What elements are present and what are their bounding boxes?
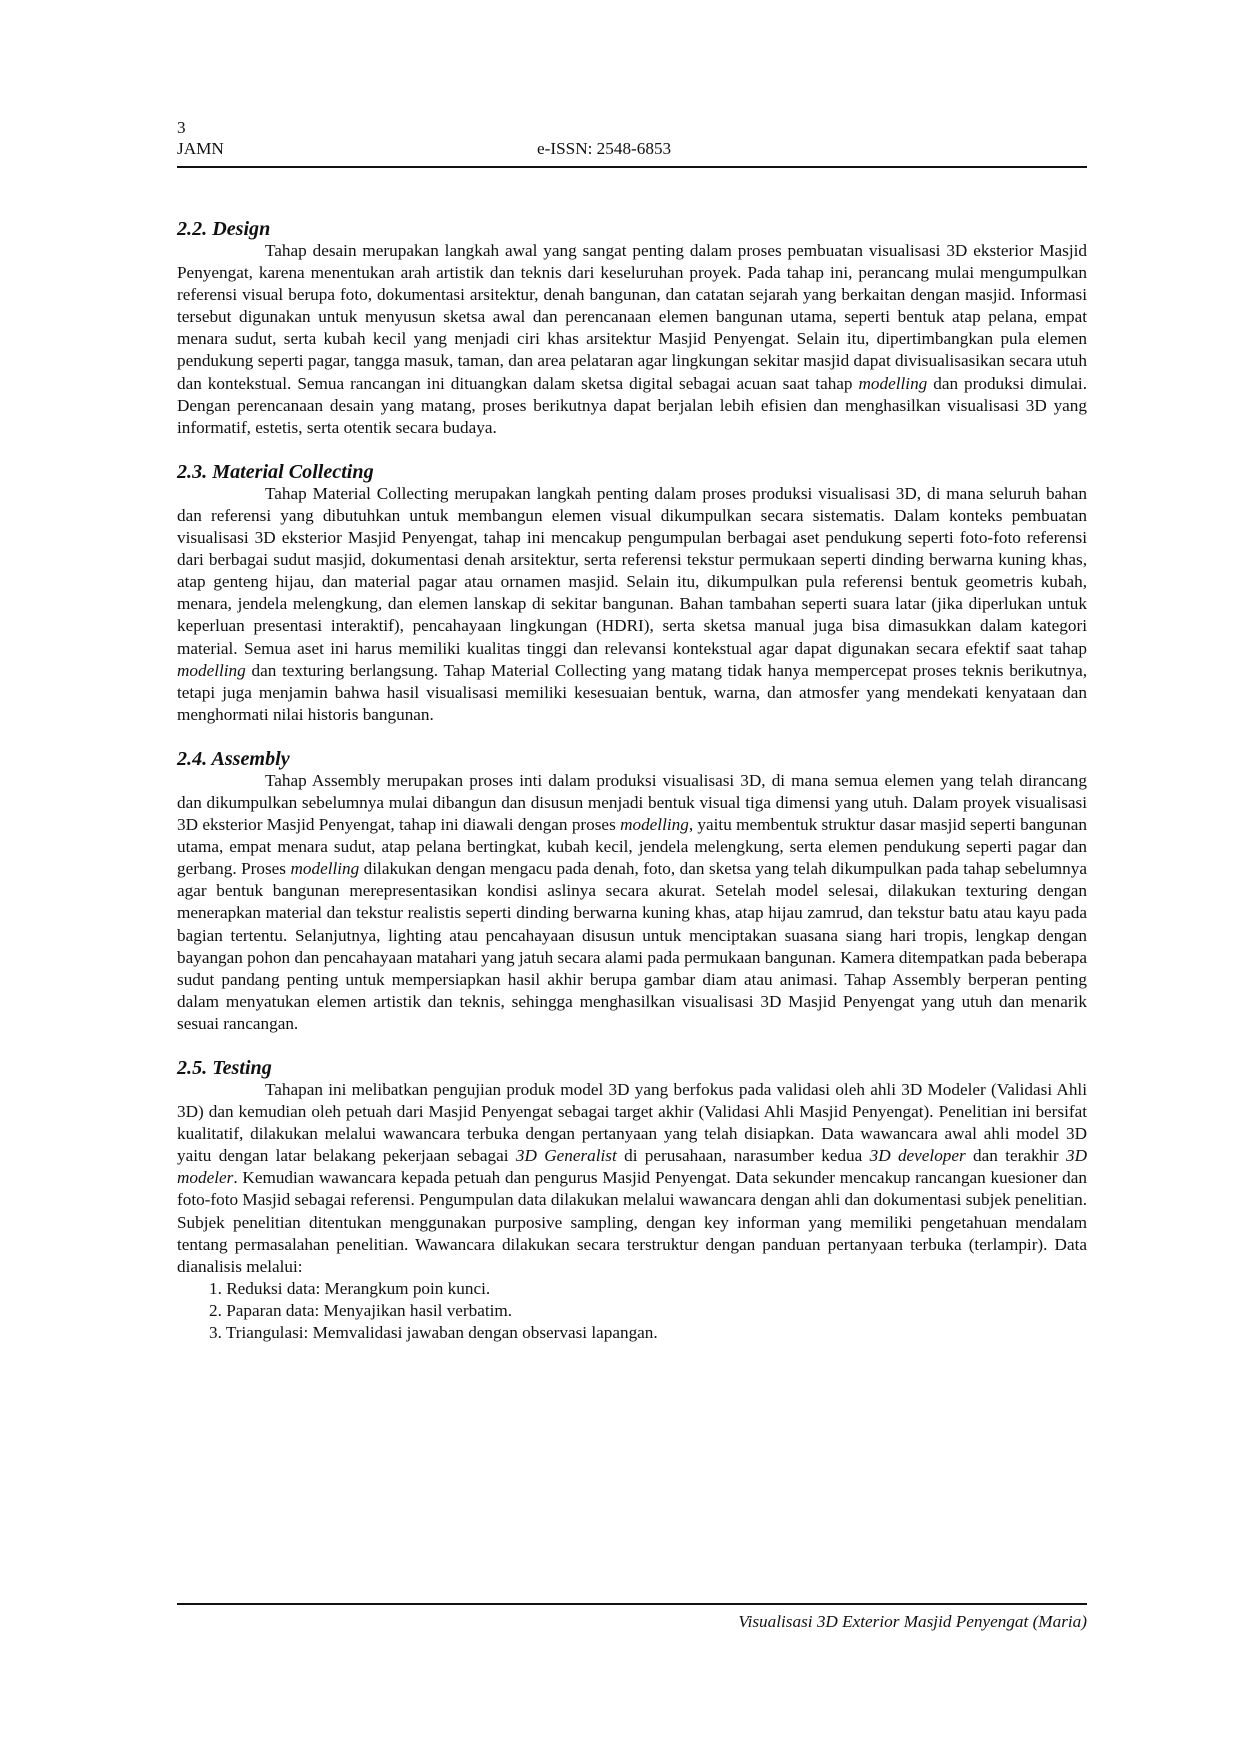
- running-header: [177, 138, 1087, 160]
- section-assembly: [177, 748, 1087, 1035]
- header-rule: [177, 166, 1087, 168]
- italic-term: modelling: [290, 859, 360, 879]
- italic-term: modelling: [858, 373, 928, 393]
- list-item: 1. Reduksi data: Merangkum poin kunci.: [209, 1278, 491, 1298]
- italic-term: 3D modeler: [177, 1146, 1087, 1188]
- section-testing: [177, 1057, 1087, 1344]
- section-paragraph: Tahap Material Collecting merupakan langkah penting dalam proses produksi visualisasi 3D, di mana seluruh bahan dan referensi yang dibutuhkan untuk membangun elemen visual dikumpulkan secara sistematis. Dalam konteks pembuatan visualisasi 3D eksterior Masjid Penyengat, tahap ini mencakup pengumpulan berbagai aset pendukung seperti foto-foto referensi dari berbagai sudut masjid, dokumentasi denah arsitektur, serta referensi tekstur permukaan seperti dinding berwarna kuning khas, atap genteng hijau, dan material pagar atau ornamen masjid. Selain itu, dikumpulkan pula referensi bentuk geometris kubah, menara, jendela melengkung, dan elemen lanskap di sekitar bangunan. Bahan tambahan seperti suara latar (jika diperlukan untuk keperluan presentasi interaktif), pencahayaan lingkungan (HDRI), serta sketsa manual juga bisa dimasukkan dalam kategori material. Semua aset ini harus memiliki kualitas tinggi dan relevansi kontekstual agar dapat digunakan secara efektif saat tahap modelling dan texturing berlangsung. Tahap Material Collecting yang matang tidak hanya mempercepat proses teknis berikutnya, tetapi juga menjamin bahwa hasil visualisasi memiliki kesesuaian bentuk, warna, dan atmosfer yang mendekati kenyataan dan menghormati nilai historis bangunan.: [177, 483, 1087, 724]
- section-title: 2.5. Testing: [177, 1057, 272, 1079]
- section-paragraph: Tahap desain merupakan langkah awal yang sangat penting dalam proses pembuatan visualisasi 3D eksterior Masjid Penyengat, karena menentukan arah artistik dan teknis dari keseluruhan proyek. Pada tahap ini, perancang mulai mengumpulkan referensi visual berupa foto, dokumentasi arsitektur, denah bangunan, dan catatan sejarah yang berkaitan dengan masjid. Informasi tersebut digunakan untuk menyusun sketsa awal dan perencanaan elemen bangunan utama, seperti bentuk atap pelana, empat menara sudut, serta kubah kecil yang menjadi ciri khas arsitektur Masjid Penyengat. Selain itu, dipertimbangkan pula elemen pendukung seperti pagar, tangga masuk, taman, dan area pelataran agar lingkungan sekitar masjid dapat divisualisasikan secara utuh dan kontekstual. Semua rancangan ini dituangkan dalam sketsa digital sebagai acuan saat tahap modelling dan produksi dimulai. Dengan perencanaan desain yang matang, proses berikutnya dapat berjalan lebih efisien dan menghasilkan visualisasi 3D yang informatif, estetis, serta otentik secara budaya.: [177, 241, 1087, 437]
- analysis-steps-list: [177, 1278, 1087, 1344]
- issn: e-ISSN: 2548-6853: [537, 139, 672, 158]
- section-title: 2.3. Material Collecting: [177, 460, 374, 483]
- italic-term: modelling: [620, 815, 689, 835]
- journal-name: JAMN: [177, 139, 224, 158]
- section-material-collecting: [177, 461, 1087, 726]
- section-title: 2.2. Design: [177, 218, 271, 240]
- page: [177, 118, 1087, 1343]
- list-item: 3. Triangulasi: Memvalidasi jawaban dengan observasi lapangan.: [209, 1323, 658, 1343]
- list-item: 2. Paparan data: Menyajikan hasil verbatim.: [209, 1300, 513, 1320]
- italic-term: 3D Generalist: [515, 1146, 617, 1166]
- body-content: [177, 218, 1087, 1344]
- page-number: 3: [177, 118, 186, 137]
- italic-term: modelling: [177, 660, 246, 680]
- section-title: 2.4. Assembly: [177, 747, 290, 770]
- section-paragraph: Tahap Assembly merupakan proses inti dalam produksi visualisasi 3D, di mana semua elemen yang telah dirancang dan dikumpulkan sebelumnya mulai dibangun dan disusun menjadi bentuk visual tiga dimensi yang utuh. Dalam proyek visualisasi 3D eksterior Masjid Penyengat, tahap ini diawali dengan proses modelling, yaitu membentuk struktur dasar masjid seperti bangunan utama, empat menara sudut, atap pelana bertingkat, kubah kecil, jendela melengkung, serta elemen pendukung seperti pagar dan gerbang. Proses modelling dilakukan dengan mengacu pada denah, foto, dan sketsa yang telah dikumpulkan pada tahap sebelumnya agar bentuk bangunan merepresentasikan kondisi aslinya secara akurat. Setelah model selesai, dilakukan texturing dengan menerapkan material dan tekstur realistis seperti dinding berwarna kuning khas, atap hijau zamrud, dan tekstur batu atau kayu pada bagian tertentu. Selanjutnya, lighting atau pencahayaan disusun untuk menciptakan suasana siang hari tropis, lengkap dengan bayangan pohon dan pencahayaan matahari yang jatuh secara alami pada permukaan bangunan. Kamera ditempatkan pada beberapa sudut pandang penting untuk mempersiapkan hasil akhir berupa gambar diam atau animasi. Tahap Assembly berperan penting dalam menyatukan elemen artistik dan teknis, sehingga menghasilkan visualisasi 3D Masjid Penyengat yang utuh dan menarik sesuai rancangan.: [177, 770, 1087, 1033]
- footer-rule: [177, 1603, 1087, 1605]
- running-footer: Visualisasi 3D Exterior Masjid Penyengat (Maria): [738, 1612, 1087, 1631]
- section-paragraph: Tahapan ini melibatkan pengujian produk model 3D yang berfokus pada validasi oleh ahli 3D Modeler (Validasi Ahli 3D) dan kemudian oleh petuah dari Masjid Penyengat sebagai target akhir (Validasi Ahli Masjid Penyengat). Penelitian ini bersifat kualitatif, dilakukan melalui wawancara terbuka dengan pertanyaan yang telah disiapkan. Data wawancara awal ahli model 3D yaitu dengan latar belakang pekerjaan sebagai 3D Generalist di perusahaan, narasumber kedua 3D developer dan terakhir 3D modeler. Kemudian wawancara kepada petuah dan pengurus Masjid Penyengat. Data sekunder mencakup rancangan kuesioner dan foto-foto Masjid sebagai referensi. Pengumpulan data dilakukan melalui wawancara dengan ahli dan dokumentasi subjek penelitian. Subjek penelitian ditentukan menggunakan purposive sampling, dengan key informan yang memiliki pengetahuan mendalam tentang permasalahan penelitian. Wawancara dilakukan secara terstruktur dengan panduan pertanyaan terbuka (terlampir). Data dianalisis melalui:: [177, 1080, 1087, 1276]
- section-design: [177, 218, 1087, 439]
- italic-term: 3D developer: [869, 1146, 966, 1166]
